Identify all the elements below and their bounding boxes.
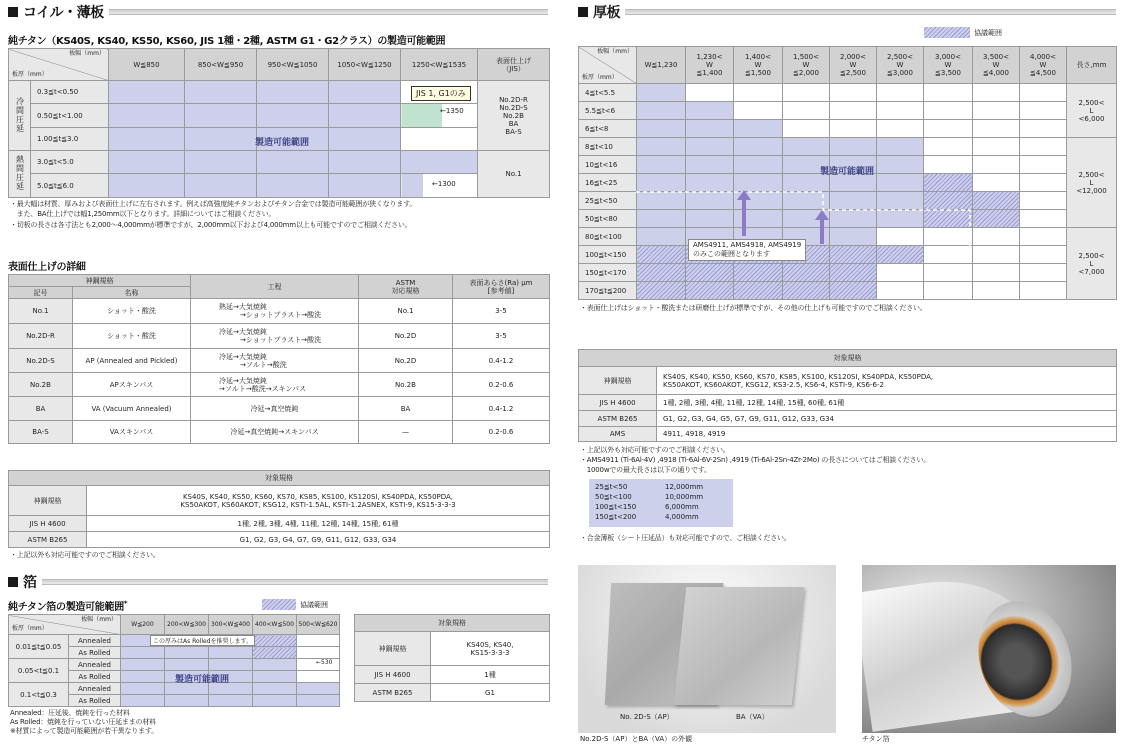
- plate-std-note: ・上記以外も対応可能ですのでご相談ください。: [580, 446, 730, 454]
- foil-inner-note: この厚みはAs Rolledを推奨します。: [150, 635, 255, 646]
- plate-std-note: 1000wでの最大長さは以下の通りです。: [580, 466, 711, 474]
- plate-width-header: 1,230< W ≦1,400: [686, 47, 734, 84]
- standards-header: 対象規格: [579, 350, 1117, 367]
- plate-range-label: 製造可能範囲: [820, 167, 875, 177]
- standards-value: G1: [431, 684, 550, 702]
- heading-rule: [625, 9, 1116, 15]
- foil-heading-bar: [8, 574, 548, 590]
- surface-h-name: 名称: [73, 287, 191, 299]
- foil-width-header: 200<W≦300: [165, 615, 209, 635]
- plate-row-label: 50≦t<80: [579, 210, 637, 228]
- plate-row-label: 16≦t<25: [579, 174, 637, 192]
- foil-row-label: 0.1<t≦0.3: [9, 683, 69, 707]
- surface-process: 冷延→大気焼鈍 →ショットブラスト→酸洗: [191, 324, 359, 349]
- surface-name: APスキンパス: [73, 373, 191, 397]
- surface-astm: BA: [359, 397, 453, 421]
- plate-width-header: W≦1,230: [637, 47, 686, 84]
- foil-row-label: 0.05<t≦0.1: [9, 659, 69, 683]
- coil-finish-cold: No.2D-R No.2D-S No.2B BA BA-S: [478, 81, 550, 151]
- surface-h-kobe: 神鋼規格: [9, 275, 191, 287]
- plate-heading: 厚板: [593, 5, 620, 21]
- standards-value: KS40S, KS40, KS15-3-3-3: [431, 632, 550, 666]
- surface-ra: 3-5: [453, 324, 550, 349]
- surface-astm: No.2D: [359, 324, 453, 349]
- coil-note: ・切板の長さは各寸法とも2,000〜4,000mmが標準ですが、2,000mm以下および4,000mm以上も可能ですのでご相談ください。: [10, 221, 412, 229]
- plate-std-note: ・合金薄板（シート圧延品）も対応可能ですので、ご相談ください。: [580, 534, 791, 542]
- standards-key: ASTM B265: [579, 411, 657, 427]
- plate-row-label: 100≦t<150: [579, 246, 637, 264]
- coil-row-label: 3.0≦t<5.0: [31, 151, 109, 174]
- standards-value: 1種: [431, 666, 550, 684]
- standards-key: ASTM B265: [355, 684, 431, 702]
- surface-astm: No.1: [359, 299, 453, 324]
- plate-width-header: 2,000< W ≦2,500: [830, 47, 877, 84]
- surface-finish-table: [8, 274, 550, 444]
- coil-width-header: 1250<W≦1535: [401, 49, 478, 81]
- surface-h-ra: 表面あらさ(Ra) μm [参考値]: [453, 275, 550, 299]
- surface-astm: No.2D: [359, 349, 453, 373]
- photo-caption-right: チタン箔: [862, 735, 890, 743]
- plate-length: 2,500< L <7,000: [1067, 228, 1117, 300]
- surface-ra: 3-5: [453, 299, 550, 324]
- surface-name: AP (Annealed and Pickled): [73, 349, 191, 373]
- foil-corner-cell: 板幅（mm） 板厚（mm）: [9, 615, 121, 635]
- coil-group-cold: 冷間圧延: [9, 81, 31, 151]
- surface-process: 冷延→真空焼鈍: [191, 397, 359, 421]
- max-length-row: 150≦t<200 4,000mm: [595, 513, 699, 521]
- plate-width-header: 3,500< W ≦4,000: [973, 47, 1020, 84]
- mark-530: ←530: [316, 659, 333, 666]
- max-length-row: 50≦t<100 10,000mm: [595, 493, 704, 501]
- foil-range-label: 製造可能範囲: [175, 675, 230, 685]
- standards-table-foil: [354, 614, 550, 702]
- coil-surface-header: 表面仕上げ （JIS）: [478, 49, 550, 81]
- standards-table-plate: [578, 349, 1117, 442]
- plate-row-label: 6≦t<8: [579, 120, 637, 138]
- foil-subtitle: 純チタン箔の製造可能範囲*: [8, 599, 128, 613]
- plate-row-label: 4≦t<5.5: [579, 84, 637, 102]
- surface-code: No.2D-S: [9, 349, 73, 373]
- surface-ra: 0.2-0.6: [453, 373, 550, 397]
- coil-note: また、BA仕上げでは幅1,250mm以下となります。詳細についてはご相談ください。: [10, 210, 276, 218]
- surface-name: ショット・酸洗: [73, 324, 191, 349]
- standards-key: JIS H 4600: [579, 395, 657, 411]
- standards-key: JIS H 4600: [9, 516, 87, 532]
- coil-row-label: 0.50≦t<1.00: [31, 104, 109, 128]
- foil-state: Annealed: [69, 659, 121, 671]
- ams-boundary-overlay: [578, 46, 1116, 304]
- coil-group-hot: 熱間圧延: [9, 151, 31, 198]
- surface-code: No.2B: [9, 373, 73, 397]
- surface-process: 冷延→真空焼鈍→スキンパス: [191, 421, 359, 444]
- standards-key: 神鋼規格: [9, 486, 87, 516]
- standards-value: 1種, 2種, 3種, 4種, 11種, 12種, 14種, 15種, 61種: [87, 516, 550, 532]
- plate-std-note: ・AMS4911 (Ti-6Al-4V) ,4918 (Ti-6Al-6V-2Sn) ,4919 (Ti-6Al-2Sn-4Zr-2Mo) の長さについてはご相談ください。: [580, 456, 931, 464]
- plate-heading-bar: [578, 4, 1116, 20]
- surface-code: No.1: [9, 299, 73, 324]
- standards-value: 4911, 4918, 4919: [657, 427, 1117, 442]
- surface-h-code: 記号: [9, 287, 73, 299]
- coil-range-table: [8, 48, 550, 198]
- standards-value: 1種, 2種, 3種, 4種, 11種, 12種, 14種, 15種, 60種, 61種: [657, 395, 1117, 411]
- standards-key: AMS: [579, 427, 657, 442]
- plate-row-label: 150≦t<170: [579, 264, 637, 282]
- coil-subtitle: 純チタン（KS40S, KS40, KS50, KS60, JIS 1種・2種, ASTM G1・G2クラス）の製造可能範囲: [8, 36, 446, 47]
- foil-row-label: 0.01≦t≦0.05: [9, 635, 69, 659]
- foil-width-header: W≦200: [121, 615, 165, 635]
- heading-square-icon: [8, 7, 18, 17]
- surface-process: 熱延→大気焼鈍 →ショットブラスト→酸洗: [191, 299, 359, 324]
- mark-1350: ←1350: [440, 107, 464, 115]
- surface-h-astm: ASTM 対応規格: [359, 275, 453, 299]
- foil-note: As Rolled：焼鈍を行っていない圧延ままの材料: [10, 718, 156, 726]
- surface-subtitle: 表面仕上げの詳細: [8, 262, 86, 273]
- plate-length-header: 長さ,mm: [1067, 47, 1117, 84]
- surface-code: No.2D-R: [9, 324, 73, 349]
- foil-note: ※材質によって製造可能範囲が若干異なります。: [10, 727, 158, 735]
- coil-finish-hot: No.1: [478, 151, 550, 198]
- plate-length: 2,500< L <12,000: [1067, 138, 1117, 228]
- surface-astm: —: [359, 421, 453, 444]
- foil-state: Annealed: [69, 635, 121, 647]
- coil-row-label: 5.0≦t≦6.0: [31, 174, 109, 198]
- standards-value: KS40S, KS40, KS50, KS60, KS70, KS85, KS100, KS120SI, KS40PDA, KS50PDA, KS50AKOT, KS60AKOT, KSG12, KS3-2.5, KS6-4, KSTI-9, KS6-6-2: [657, 367, 1117, 395]
- ba-sheet: [674, 587, 804, 705]
- standards-table-sheet: [8, 470, 550, 548]
- label-ba: BA（VA）: [736, 713, 769, 721]
- standards-key: ASTM B265: [9, 532, 87, 548]
- coil-heading: コイル・薄板: [23, 5, 104, 21]
- photo-caption-left: No.2D-S（AP）とBA（VA）の外観: [580, 735, 693, 743]
- surface-code: BA: [9, 397, 73, 421]
- coil-width-header: 850<W≦950: [185, 49, 257, 81]
- surface-name: ショット・酸洗: [73, 299, 191, 324]
- plate-length: 2,500< L <6,000: [1067, 84, 1117, 138]
- foil-width-header: 400<W≦500: [253, 615, 297, 635]
- standards-header: 対象規格: [9, 471, 550, 486]
- standards-header: 対象規格: [355, 615, 550, 632]
- coil-note: ・最大幅は材質、厚みおよび表面仕上げに左右されます。例えば高強度純チタンおよびチタン合金では製造可能範囲が狭くなります。: [10, 200, 417, 208]
- plate-width-header: 3,000< W ≦3,500: [924, 47, 973, 84]
- heading-square-icon: [8, 577, 18, 587]
- plate-row-label: 10≦t<16: [579, 156, 637, 174]
- foil-state: As Rolled: [69, 671, 121, 683]
- foil-range-table: [8, 614, 340, 707]
- foil-photo: [862, 565, 1116, 733]
- plate-row-label: 5.5≦t<6: [579, 102, 637, 120]
- plate-row-label: 25≦t<50: [579, 192, 637, 210]
- plate-note: ・表面仕上げはショット・酸洗または研磨仕上げが標準ですが、その他の仕上げも可能ですのでご相談ください。: [580, 304, 927, 312]
- heading-rule: [42, 579, 549, 585]
- standards-value: KS40S, KS40, KS50, KS60, KS70, KS85, KS100, KS120SI, KS40PDA, KS50PDA, KS50AKOT, KS60AKOT, KSG12, KSTI-1.5AL, KSTI-1.2ASNEX, KSTI-9, KS15-3-3-3: [87, 486, 550, 516]
- plate-width-header: 2,500< W ≦3,000: [877, 47, 924, 84]
- surface-process: 冷延→大気焼鈍 →ソルト→酸洗: [191, 349, 359, 373]
- label-ap: No. 2D-S（AP）: [620, 713, 674, 721]
- foil-note: Annealed：圧延後、焼鈍を行った材料: [10, 709, 130, 717]
- coil-range-label: 製造可能範囲: [255, 138, 310, 148]
- jis-callout: JIS 1, G1のみ: [411, 86, 471, 101]
- foil-state: Annealed: [69, 683, 121, 695]
- max-length-row: 100≦t<150 6,000mm: [595, 503, 699, 511]
- surface-h-process: 工程: [191, 275, 359, 299]
- surface-name: VA (Vacuum Annealed): [73, 397, 191, 421]
- ams-note: AMS4911, AMS4918, AMS4919 のみこの範囲となります: [688, 239, 806, 261]
- plate-corner-cell: 板幅（mm） 板厚（mm）: [579, 47, 637, 84]
- surface-code: BA-S: [9, 421, 73, 444]
- plate-row-label: 8≦t<10: [579, 138, 637, 156]
- standards-value: G1, G2, G3, G4, G7, G9, G11, G12, G33, G34: [87, 532, 550, 548]
- standards-key: 神鋼規格: [579, 367, 657, 395]
- foil-width-header: 500<W≦620: [297, 615, 340, 635]
- surface-ra: 0.4-1.2: [453, 397, 550, 421]
- standards-key: JIS H 4600: [355, 666, 431, 684]
- coil-row-label: 1.00≦t≦3.0: [31, 128, 109, 151]
- sheets-photo: [578, 565, 836, 733]
- standards-note: ・上記以外も対応可能ですのでご相談ください。: [10, 551, 160, 559]
- standards-key: 神鋼規格: [355, 632, 431, 666]
- mark-1300: ←1300: [432, 180, 456, 188]
- plate-width-header: 1,500< W ≦2,000: [783, 47, 830, 84]
- coil-width-header: W≦850: [109, 49, 185, 81]
- coil-width-header: 950<W≦1050: [257, 49, 329, 81]
- foil-state: As Rolled: [69, 695, 121, 707]
- coil-heading-bar: [8, 4, 548, 20]
- surface-ra: 0.2-0.6: [453, 421, 550, 444]
- plate-row-label: 80≦t<100: [579, 228, 637, 246]
- coil-corner-cell: 板幅（mm） 板厚（mm）: [9, 49, 109, 81]
- heading-square-icon: [578, 7, 588, 17]
- surface-process: 冷延→大気焼鈍 →ソルト→酸洗→スキンパス: [191, 373, 359, 397]
- foil-width-header: 300<W≦400: [209, 615, 253, 635]
- plate-row-label: 170≦t≦200: [579, 282, 637, 300]
- hatch-swatch-icon: [262, 599, 296, 610]
- standards-value: G1, G2, G3, G4, G5, G7, G9, G11, G12, G33, G34: [657, 411, 1117, 427]
- foil-legend: 協議範囲: [262, 599, 328, 610]
- plate-width-header: 4,000< W ≦4,500: [1020, 47, 1067, 84]
- coil-width-header: 1050<W≦1250: [329, 49, 401, 81]
- coil-row-label: 0.3≦t<0.50: [31, 81, 109, 104]
- hatch-swatch-icon: [924, 27, 970, 38]
- heading-rule: [109, 9, 548, 15]
- foil-heading: 箔: [23, 575, 37, 591]
- plate-legend: 協議範囲: [924, 27, 1002, 38]
- max-length-row: 25≦t<50 12,000mm: [595, 483, 704, 491]
- surface-name: VAスキンパス: [73, 421, 191, 444]
- plate-width-header: 1,400< W ≦1,500: [734, 47, 783, 84]
- surface-ra: 0.4-1.2: [453, 349, 550, 373]
- foil-state: As Rolled: [69, 647, 121, 659]
- surface-astm: No.2B: [359, 373, 453, 397]
- max-length-box: [589, 479, 733, 527]
